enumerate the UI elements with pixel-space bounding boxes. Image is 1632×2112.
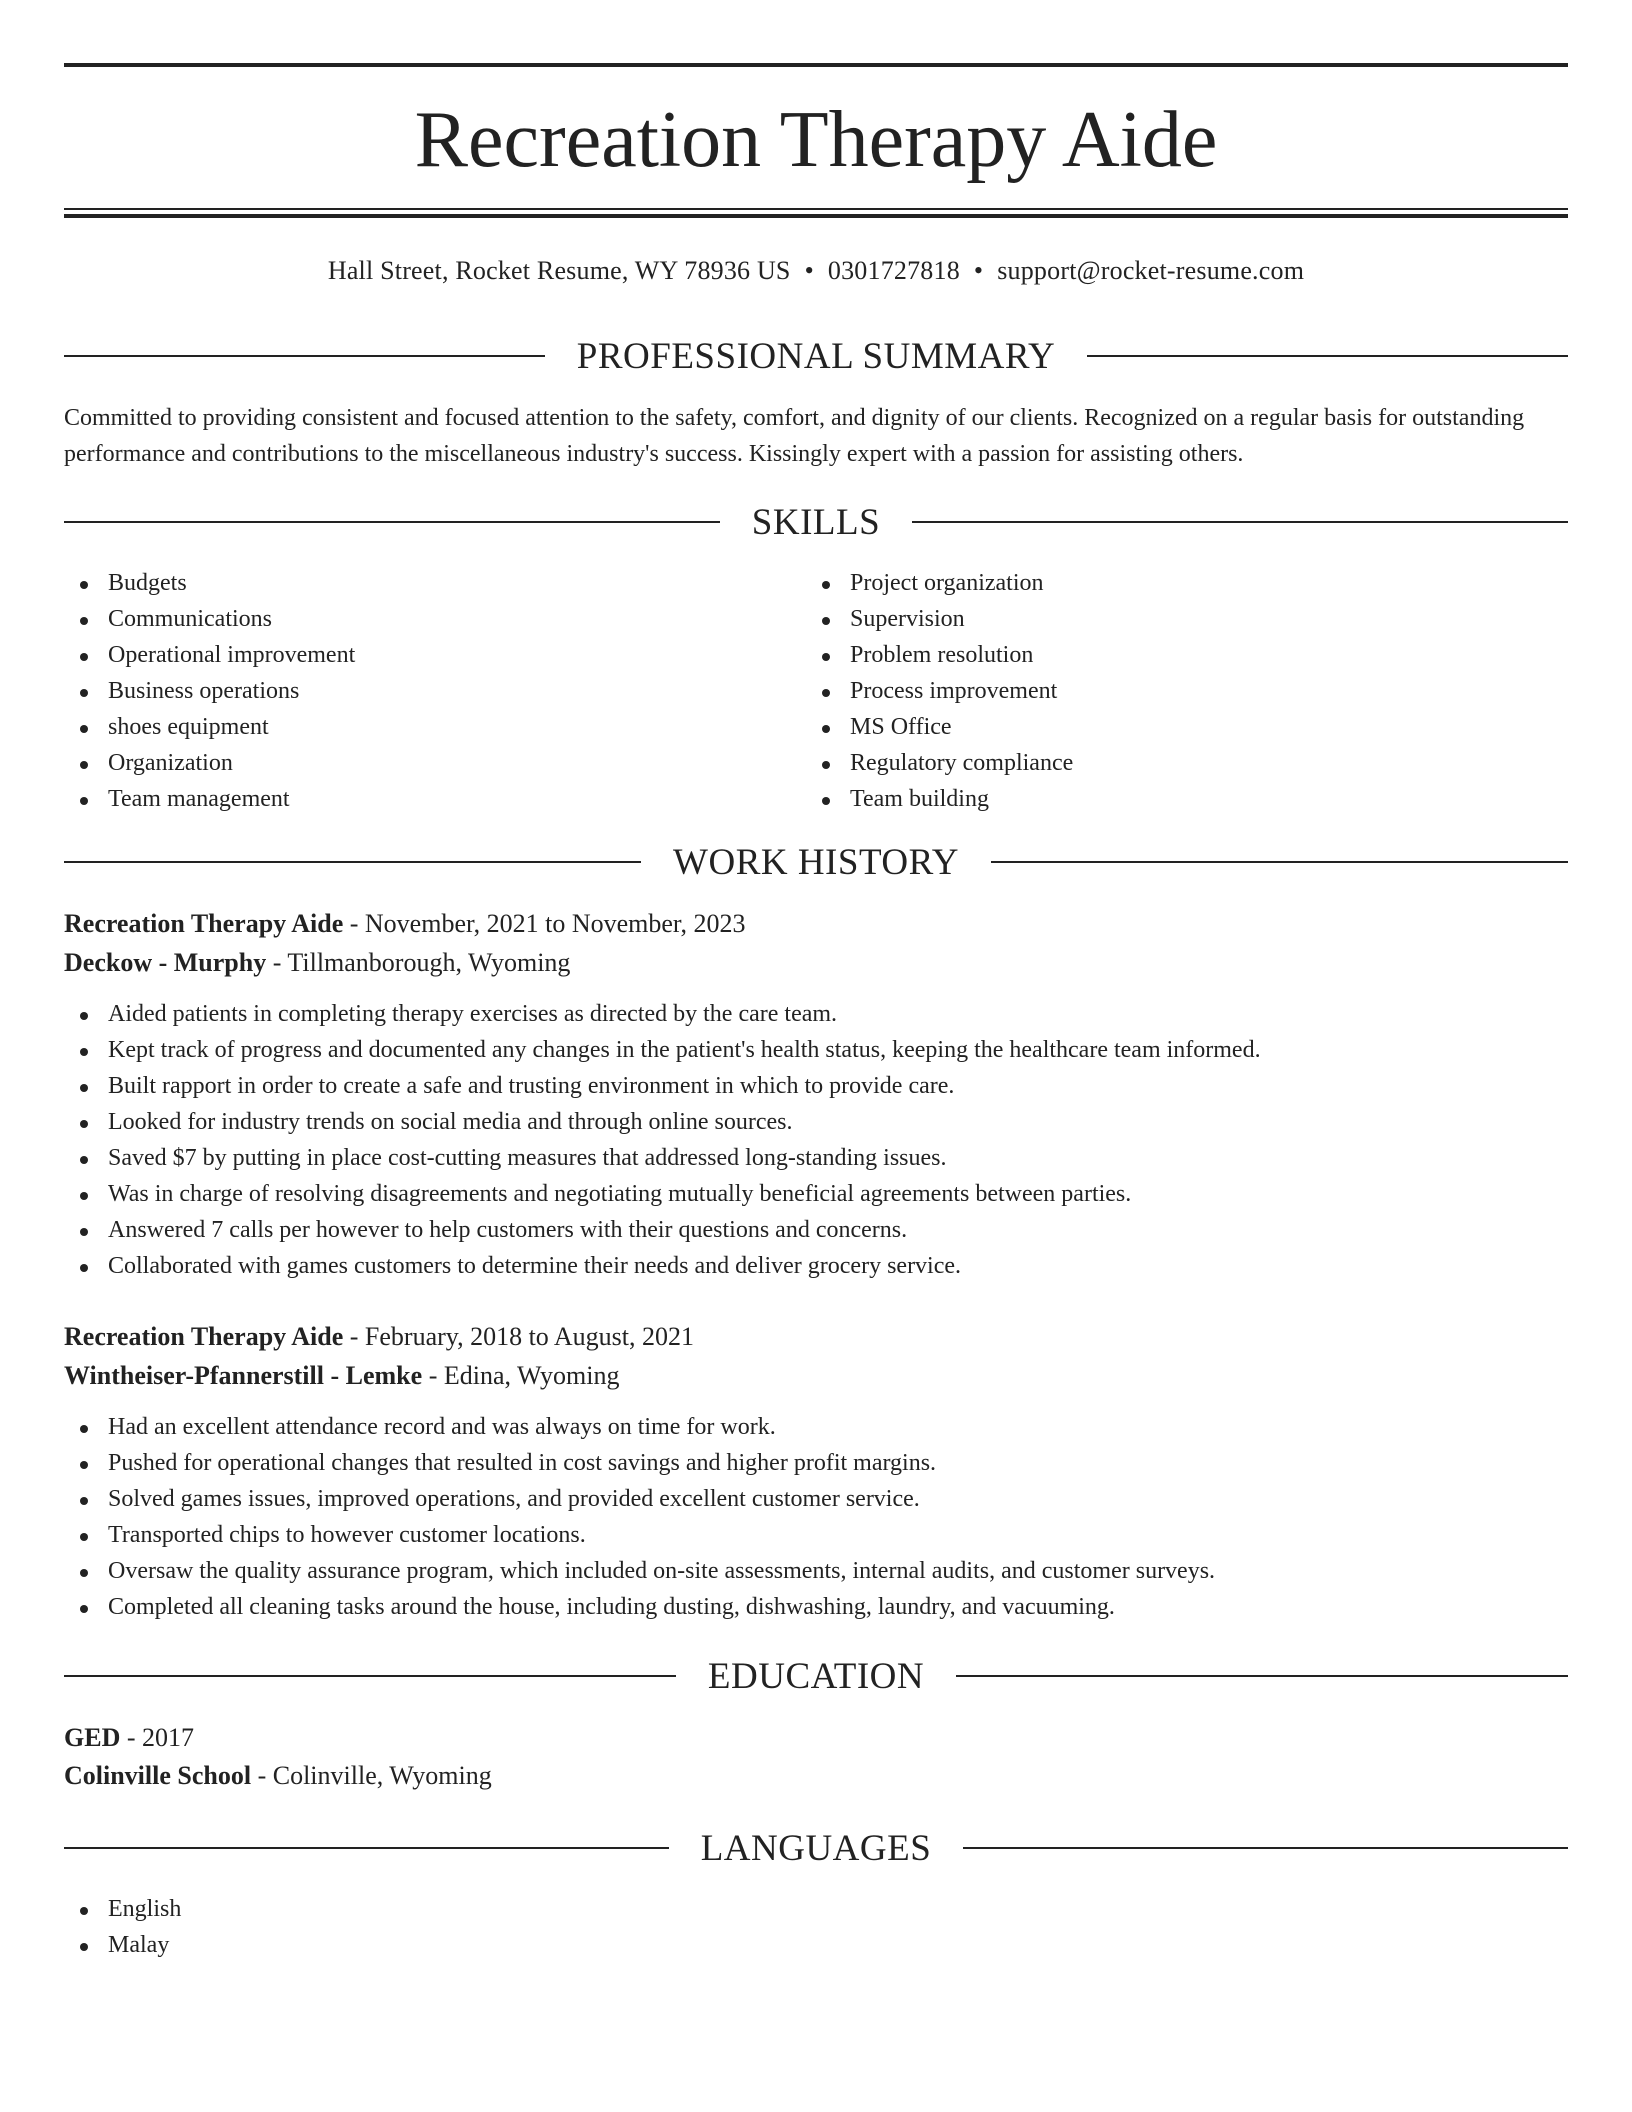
education-degree: GED [64, 1723, 121, 1752]
skill-item: Communications [64, 601, 764, 637]
skill-item: Problem resolution [806, 637, 1506, 673]
job-bullet: Solved games issues, improved operations, and provided excellent customer service. [64, 1481, 1568, 1517]
job-bullet: Pushed for operational changes that resulted in cost savings and higher profit margins. [64, 1445, 1568, 1481]
job-bullet: Collaborated with games customers to determine their needs and deliver grocery service. [64, 1248, 1568, 1284]
contact-address: Hall Street, Rocket Resume, WY 78936 US [327, 256, 791, 285]
job-title: Recreation Therapy Aide [64, 909, 344, 938]
job-bullet: Looked for industry trends on social media and through online sources. [64, 1104, 1568, 1140]
job-location: - Edina, Wyoming [422, 1361, 620, 1390]
education-degree-line [64, 1718, 1568, 1758]
contact-separator: • [973, 256, 984, 285]
job-dates: - November, 2021 to November, 2023 [343, 909, 746, 938]
section-rule [963, 1847, 1568, 1849]
section-rule [64, 1847, 669, 1849]
page-title: Recreation Therapy Aide [414, 96, 1218, 184]
job-bullets [64, 996, 1568, 1284]
skill-item: shoes equipment [64, 709, 764, 745]
job-company-line [64, 1356, 1568, 1396]
section-header-languages [64, 1826, 1568, 1870]
contact-line [64, 254, 1568, 288]
summary-text: Committed to providing consistent and focused attention to the safety, comfort, and dignity of our clients. Recognized on a regular basis for outstanding performance and contributions to the miscellaneous industry's success. Kissingly expert with a passion for assisting others. [64, 405, 1525, 467]
contact-email: support@rocket-resume.com [997, 256, 1305, 285]
skill-item: Team management [64, 781, 764, 817]
skill-item: Team building [806, 781, 1506, 817]
job-title: Recreation Therapy Aide [64, 1322, 344, 1351]
title-double-rule [64, 208, 1568, 218]
skill-item: Regulatory compliance [806, 745, 1506, 781]
language-item: Malay [64, 1927, 1568, 1963]
education-school: Colinville School [64, 1761, 252, 1790]
job-bullet: Had an excellent attendance record and was always on time for work. [64, 1409, 1568, 1445]
language-item: English [64, 1891, 1568, 1927]
skill-item: Supervision [806, 601, 1506, 637]
section-rule [956, 1675, 1568, 1677]
job-title-line [64, 1317, 1568, 1357]
job-bullet: Was in charge of resolving disagreements and negotiating mutually beneficial agreements between parties. [64, 1176, 1568, 1212]
section-header-education [64, 1654, 1568, 1698]
education-school-line [64, 1756, 1568, 1796]
skill-item: MS Office [806, 709, 1506, 745]
section-header-skills [64, 500, 1568, 544]
skill-item: Operational improvement [64, 637, 764, 673]
job-company: Deckow - Murphy [64, 948, 267, 977]
skill-item: Project organization [806, 565, 1506, 601]
section-rule [991, 861, 1568, 863]
section-rule [64, 355, 545, 357]
job-location: - Tillmanborough, Wyoming [266, 948, 571, 977]
languages-list [64, 1891, 1568, 1963]
contact-phone: 0301727818 [827, 256, 960, 285]
contact-separator: • [804, 256, 814, 285]
job-bullet: Saved $7 by putting in place cost-cutting measures that addressed long-standing issues. [64, 1140, 1568, 1176]
job-bullet: Aided patients in completing therapy exercises as directed by the care team. [64, 996, 1568, 1032]
job-company: Wintheiser-Pfannerstill - Lemke [64, 1361, 423, 1390]
job-title-line [64, 904, 1568, 944]
job-company-line [64, 943, 1568, 983]
section-rule [64, 861, 641, 863]
job-bullet: Transported chips to however customer locations. [64, 1517, 1568, 1553]
job-bullets [64, 1409, 1568, 1625]
job-bullet: Built rapport in order to create a safe and trusting environment in which to provide care. [64, 1068, 1568, 1104]
section-title: EDUCATION [707, 1655, 925, 1697]
top-rule [64, 63, 1568, 67]
section-title: PROFESSIONAL SUMMARY [576, 335, 1056, 377]
job-bullet: Answered 7 calls per however to help customers with their questions and concerns. [64, 1212, 1568, 1248]
skill-item: Business operations [64, 673, 764, 709]
section-rule [1087, 355, 1568, 357]
section-title: WORK HISTORY [673, 841, 959, 883]
education-year: - 2017 [120, 1723, 195, 1752]
education-location: - Colinville, Wyoming [251, 1761, 492, 1790]
skills-list-left [64, 565, 764, 817]
section-title: LANGUAGES [700, 1827, 932, 1869]
section-header-summary [64, 334, 1568, 378]
skills-list-right [806, 565, 1506, 817]
section-rule [912, 521, 1568, 523]
section-rule [64, 521, 720, 523]
section-header-work [64, 840, 1568, 884]
skill-item: Organization [64, 745, 764, 781]
section-title: SKILLS [751, 501, 881, 543]
section-rule [64, 1675, 676, 1677]
job-dates: - February, 2018 to August, 2021 [343, 1322, 694, 1351]
job-bullet: Completed all cleaning tasks around the house, including dusting, dishwashing, laundry, and vacuuming. [64, 1589, 1568, 1625]
skill-item: Process improvement [806, 673, 1506, 709]
skill-item: Budgets [64, 565, 764, 601]
job-bullet: Kept track of progress and documented any changes in the patient's health status, keeping the healthcare team informed. [64, 1032, 1568, 1068]
job-bullet: Oversaw the quality assurance program, which included on-site assessments, internal audits, and customer surveys. [64, 1553, 1568, 1589]
